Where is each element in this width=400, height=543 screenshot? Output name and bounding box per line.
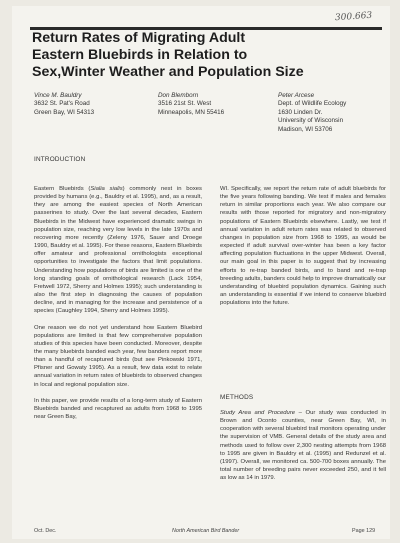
section-heading-introduction: INTRODUCTION bbox=[34, 156, 86, 163]
title-line: Return Rates of Migrating Adult bbox=[32, 30, 246, 46]
author-block bbox=[34, 92, 94, 117]
author-address: 3516 21st St. West bbox=[158, 100, 212, 108]
author-name: Peter Arcese bbox=[278, 92, 315, 99]
author-address: Minneapolis, MN 55416 bbox=[158, 108, 225, 116]
paragraph: In this paper, we provide results of a long-term study of Eastern Bluebirds banded and recaptured as adults from 1968 to 1995 near Green Bay, bbox=[34, 397, 202, 421]
paragraph-text: Eastern Bluebirds ( bbox=[34, 186, 91, 192]
paragraph-text: – Our study was conducted in Brown and Oconto counties, near Green Bay, WI, in cooperation with several bluebird trail monitors operating under the supervision of VMB. General details of the study area and methods used to follow over 2,300 nesting attempts from 1968 to 1995 are given in Bauldry et al. (1995) and Redunzel et al. (1997). Overall, we monitored ca. 500-700 boxes annually. The total number of breeding pairs never exceeded 250, and it fell as low as 14 in 1979. bbox=[220, 410, 386, 482]
body-column-right bbox=[220, 185, 386, 315]
footer-page-number: Page 129 bbox=[352, 528, 376, 534]
author-block bbox=[278, 92, 346, 134]
subsection-lead: Study Area and Procedure bbox=[220, 410, 296, 416]
author-name: Vince M. Bauldry bbox=[34, 92, 82, 99]
paragraph-text: ) commonly nest in boxes provided by humans (e.g., Bauldry et al. 1995), and, as a result, they are among the easiest species of North American passerines to study. Over the last several decades, Eastern Bluebirds in the Midwest have experienced dramatic swings in population size, reaching very low levels in the late 1970s and recovering more recently (Zeleny 1976, Sauer and Droege 1990, Bauldry et al. 1995). For these reasons, Eastern Bluebirds offer amateur and professional ornithologists exceptional opportunities to investigate the factors that limit populations. Understanding how populations of birds are limited is one of the long standing goals of ornithological research (Lack 1954, Fretwell 1972, Sherry and Holmes 1995); such understanding is also the first step in diagnosing the causes of population decline, and in managing for the increase and persistence of a species (Caughley 1994, Sherry and Holmes 1995). bbox=[34, 186, 202, 315]
author-address: Dept. of Wildlife Ecology bbox=[278, 100, 347, 108]
paragraph bbox=[220, 409, 386, 482]
author-address: 1630 Linden Dr. bbox=[278, 108, 323, 116]
journal-page bbox=[12, 6, 390, 539]
title-line: Sex,Winter Weather and Population Size bbox=[32, 64, 304, 80]
author-name: Don Blemborn bbox=[158, 92, 199, 99]
author-address: Green Bay, WI 54313 bbox=[34, 108, 95, 116]
body-column-left bbox=[34, 185, 202, 421]
author-address: 3632 St. Pat's Road bbox=[34, 100, 90, 108]
species-name: Sialia sialis bbox=[90, 186, 123, 192]
paragraph: One reason we do not yet understand how Eastern Bluebird populations are limited is that few comprehensive population studies of this species have been conducted. Moreover, despite the many bluebirds banded each year, few banders report more than a handful of recaptured birds (but see Pinkowski 1971, Pfisner and Gowaty 1995). As a result, few data exist to relate annual variation in return rates of bluebirds to observed changes in local and regional population size. bbox=[34, 324, 202, 388]
paragraph bbox=[34, 185, 202, 316]
title-line: Eastern Bluebirds in Relation to bbox=[32, 47, 248, 63]
author-address: University of Wisconsin bbox=[278, 117, 344, 125]
paragraph: WI. Specifically, we report the return rate of adult bluebirds for the five years following banding. We test if males and females return in similar proportions each year. We also compare our results with those reported for migratory and non-migratory populations of Eastern Bluebirds elsewhere. Lastly, we test if annual variation in adult return rates was related to observed changes in population size from 1968 to 1995, as would be expected if adult survival over-winter has been a key factor affecting population fluctuations in the upper Midwest. Overall, our main goal in this paper is to suggest that by increasing efforts to re-trap banded birds, and to band and re-trap breeding adults, banders could help to improve dramatically our understanding of bluebird population dynamics. Gaining such an understanding is essential if we intend to conserve bluebird populations into the future. bbox=[220, 186, 386, 307]
section-heading-methods: METHODS bbox=[220, 394, 254, 401]
article-title bbox=[32, 30, 377, 81]
footer-issue: Oct. Dec. bbox=[34, 528, 57, 534]
footer-journal: North American Bird Bander bbox=[172, 528, 240, 534]
author-address: Madison, WI 53706 bbox=[278, 125, 333, 133]
author-block bbox=[158, 92, 224, 117]
methods-column bbox=[220, 409, 386, 482]
handwritten-note: 300.663 bbox=[334, 10, 373, 24]
